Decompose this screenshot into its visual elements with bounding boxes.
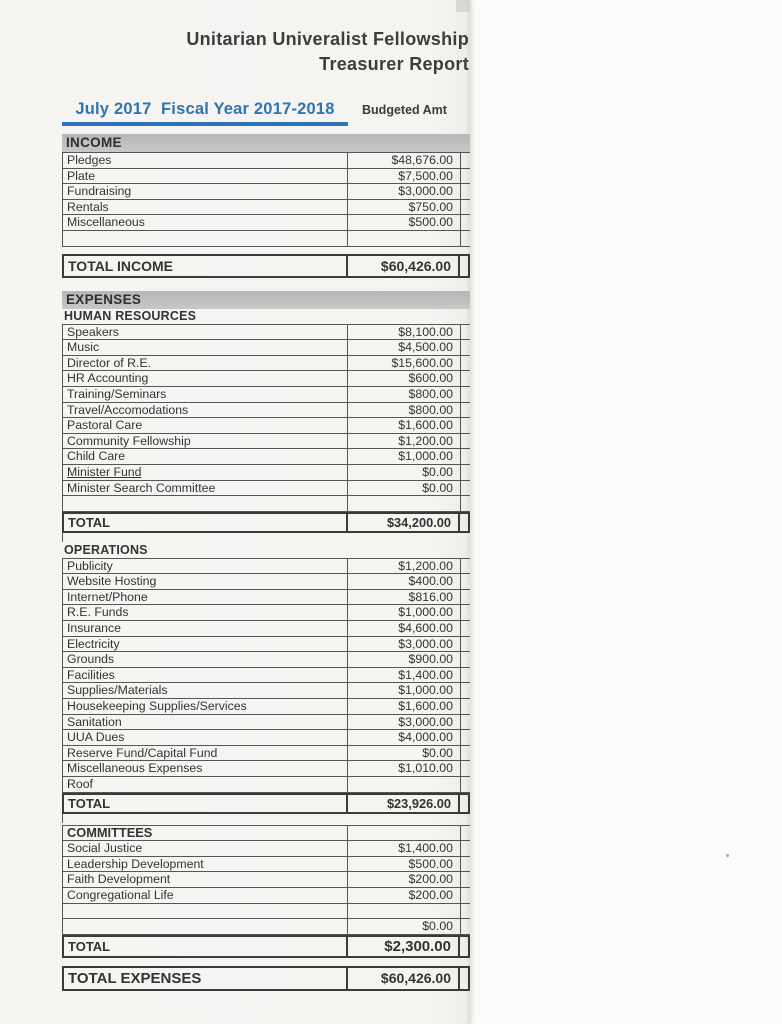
table-row [63,605,470,621]
table-row [63,919,470,935]
row-label: Roof [63,777,348,792]
row-edge-cell [461,637,470,652]
row-edge-cell [461,777,470,792]
scan-edge-shadow [456,0,470,12]
row-amount: $200.00 [348,888,461,903]
row-edge-cell [461,481,470,496]
table-row [63,746,470,762]
row-edge-cell [461,919,470,934]
row-label: Rentals [63,200,348,215]
row-amount [348,231,461,246]
row-edge-cell [461,590,470,605]
row-edge-cell [461,904,470,919]
row-edge-cell [461,184,470,199]
row-edge-cell [461,449,470,464]
table-row [63,888,470,904]
row-amount: $8,100.00 [348,325,461,340]
row-label: Electricity [63,637,348,652]
row-amount: $7,500.00 [348,169,461,184]
report-title-line1: Unitarian Univeralist Fellowship [186,29,469,49]
table-row [63,496,470,512]
row-label: Reserve Fund/Capital Fund [63,746,348,761]
row-label: Supplies/Materials [63,683,348,698]
human-resources-total-amount: $34,200.00 [348,514,460,531]
table-row [63,699,470,715]
row-label: Speakers [63,325,348,340]
row-amount: $200.00 [348,872,461,887]
row-edge-cell [460,795,468,812]
row-edge-cell [461,574,470,589]
row-edge-cell [461,325,470,340]
left-border-spacer [62,814,63,823]
operations-table [62,558,470,793]
row-amount: $4,000.00 [348,730,461,745]
table-row [63,777,470,793]
table-row [63,434,470,450]
row-amount: $400.00 [348,574,461,589]
report-title-line2: Treasurer Report [319,54,469,74]
row-amount: $800.00 [348,403,461,418]
row-amount: $4,600.00 [348,621,461,636]
table-row [63,761,470,777]
row-edge-cell [461,496,470,511]
row-label: Training/Seminars [63,387,348,402]
row-label: Grounds [63,652,348,667]
table-row [63,621,470,637]
row-label: Community Fellowship [63,434,348,449]
row-amount: $3,000.00 [348,715,461,730]
row-amount [348,777,461,792]
row-amount: $1,400.00 [348,668,461,683]
human-resources-total-row [62,512,470,533]
left-border-spacer [62,533,63,542]
row-label: Facilities [63,668,348,683]
committees-total-amount: $2,300.00 [348,937,460,956]
row-amount: $3,000.00 [348,184,461,199]
row-edge-cell [461,169,470,184]
row-label: Miscellaneous Expenses [63,761,348,776]
row-amount: $900.00 [348,652,461,667]
row-label: Internet/Phone [63,590,348,605]
row-label: R.E. Funds [63,605,348,620]
committees-total-label: TOTAL [64,937,348,956]
row-amount: $0.00 [348,919,461,934]
operations-total-row [62,793,470,814]
row-edge-cell [460,256,468,276]
row-label: Publicity [63,559,348,574]
table-row [63,325,470,341]
committees-total-row [62,935,470,958]
row-label [63,904,348,919]
row-label [63,919,348,934]
row-amount: $0.00 [348,465,461,480]
row-label [63,496,348,511]
row-edge-cell [461,605,470,620]
operations-subheader: OPERATIONS [64,542,148,557]
table-row [63,857,470,873]
row-label: Plate [63,169,348,184]
row-edge-cell [460,937,468,956]
row-edge-cell [461,215,470,230]
table-row [63,387,470,403]
row-label: Leadership Development [63,857,348,872]
table-row [63,153,470,169]
total-expenses-amount: $60,426.00 [348,968,460,989]
scan-artifact-dot [726,854,729,857]
row-label: Insurance [63,621,348,636]
income-table [62,152,470,247]
committees-subheader: COMMITTEES [63,826,348,841]
row-edge-cell [461,761,470,776]
row-label: Director of R.E. [63,356,348,371]
row-edge-cell [461,668,470,683]
row-amount [348,496,461,511]
row-amount: $500.00 [348,215,461,230]
row-amount: $48,676.00 [348,153,461,168]
row-label: Minister Search Committee [63,481,348,496]
row-label: Congregational Life [63,888,348,903]
human-resources-subheader: HUMAN RESOURCES [64,308,197,323]
table-row [63,481,470,497]
row-label [63,231,348,246]
human-resources-total-label: TOTAL [64,514,348,531]
row-edge-cell [461,888,470,903]
row-amount: $1,200.00 [348,434,461,449]
row-edge-cell [461,652,470,667]
total-income-row [62,254,470,278]
committees-rows [63,841,470,935]
table-row [63,371,470,387]
committees-table [62,825,470,935]
row-edge-cell [461,826,470,841]
budgeted-amt-column-header: Budgeted Amt [362,103,447,117]
row-label: Faith Development [63,872,348,887]
row-amount: $750.00 [348,200,461,215]
row-amount: $800.00 [348,387,461,402]
total-expenses-label: TOTAL EXPENSES [64,968,348,989]
row-edge-cell [461,418,470,433]
row-edge-cell [461,699,470,714]
row-amount: $816.00 [348,590,461,605]
table-row [63,872,470,888]
row-label: Social Justice [63,841,348,856]
row-edge-cell [460,968,468,989]
row-amount: $1,600.00 [348,699,461,714]
row-amount: $1,000.00 [348,683,461,698]
table-row [63,356,470,372]
row-amount: $1,600.00 [348,418,461,433]
row-label: Travel/Accomodations [63,403,348,418]
operations-total-label: TOTAL [64,795,348,812]
row-label: HR Accounting [63,371,348,386]
row-label: Website Hosting [63,574,348,589]
table-row [63,559,470,575]
table-row [63,449,470,465]
row-edge-cell [461,559,470,574]
table-row [63,465,470,481]
column-header-row [62,100,461,126]
table-row [63,215,470,231]
table-row [63,904,470,920]
table-row [63,574,470,590]
row-edge-cell [461,403,470,418]
row-amount [348,904,461,919]
row-edge-cell [461,371,470,386]
row-amount: $1,000.00 [348,449,461,464]
table-row [63,418,470,434]
row-edge-cell [461,200,470,215]
table-row [63,340,470,356]
row-edge-cell [461,872,470,887]
table-row [63,715,470,731]
report-title [0,27,470,77]
section-gap [62,278,470,291]
row-edge-cell [461,434,470,449]
table-row [63,590,470,606]
row-amount: $600.00 [348,371,461,386]
row-label: Pastoral Care [63,418,348,433]
total-income-amount: $60,426.00 [348,256,460,276]
row-edge-cell [461,715,470,730]
row-edge-cell [461,841,470,856]
operations-total-amount: $23,926.00 [348,795,460,812]
table-row [63,668,470,684]
row-edge-cell [461,340,470,355]
row-label: Child Care [63,449,348,464]
period-heading: July 2017 Fiscal Year 2017-2018 [62,100,348,126]
total-expenses-row [62,966,470,991]
row-edge-cell [461,465,470,480]
row-edge-cell [461,683,470,698]
row-amount [348,826,461,841]
report-body [62,134,470,991]
row-edge-cell [461,746,470,761]
table-row [63,683,470,699]
table-row [63,231,470,247]
row-amount: $500.00 [348,857,461,872]
expenses-section-header: EXPENSES [62,291,470,309]
row-amount: $1,000.00 [348,605,461,620]
row-edge-cell [461,356,470,371]
row-label: Fundraising [63,184,348,199]
table-row [63,841,470,857]
row-amount: $1,010.00 [348,761,461,776]
table-row [63,200,470,216]
row-label: Housekeeping Supplies/Services [63,699,348,714]
row-label: Music [63,340,348,355]
row-edge-cell [461,231,470,246]
row-edge-cell [461,387,470,402]
row-label: UUA Dues [63,730,348,745]
row-edge-cell [461,621,470,636]
row-amount: $15,600.00 [348,356,461,371]
row-amount: $4,500.00 [348,340,461,355]
row-label: Pledges [63,153,348,168]
table-row [63,169,470,185]
human-resources-table [62,324,470,512]
row-label: Miscellaneous [63,215,348,230]
row-amount: $0.00 [348,746,461,761]
row-edge-cell [461,730,470,745]
row-amount: $3,000.00 [348,637,461,652]
row-edge-cell [461,153,470,168]
table-row [63,730,470,746]
table-row [63,184,470,200]
row-edge-cell [461,857,470,872]
row-amount: $0.00 [348,481,461,496]
row-amount: $1,200.00 [348,559,461,574]
table-row [63,652,470,668]
income-section-header: INCOME [62,134,470,152]
table-row [63,637,470,653]
row-amount: $1,400.00 [348,841,461,856]
table-row [63,403,470,419]
row-label: Minister Fund [63,465,348,480]
committees-header-row [63,826,470,842]
total-income-label: TOTAL INCOME [64,256,348,276]
row-label: Sanitation [63,715,348,730]
row-edge-cell [460,514,468,531]
